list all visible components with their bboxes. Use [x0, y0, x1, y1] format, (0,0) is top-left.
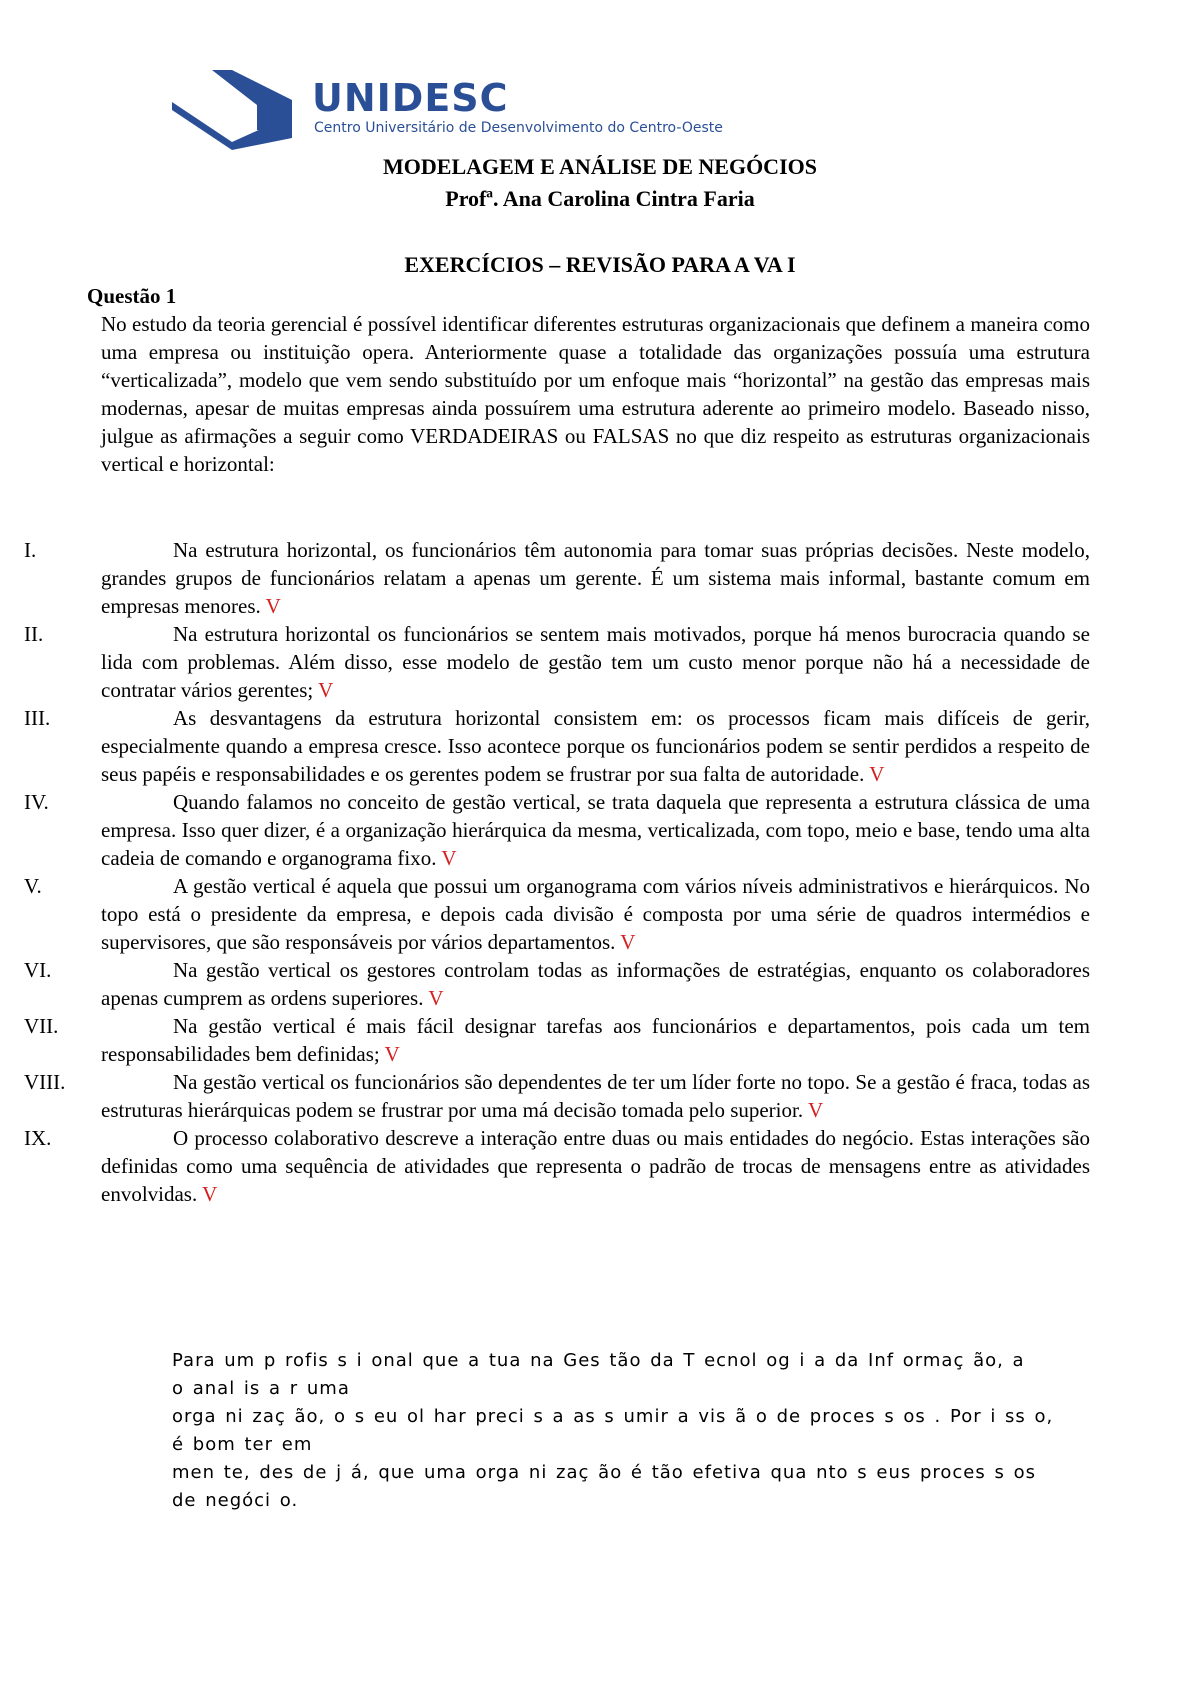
item-text: Na gestão vertical é mais fácil designar tarefas aos funcionários e departamentos, pois cada um tem responsabilidades bem definidas; — [101, 1014, 1090, 1066]
item-number: II. — [24, 622, 44, 646]
closing-line: men te, des de j á, que uma orga ni zaç ão é tão efetiva qua nto s eus proces s os — [172, 1462, 1036, 1483]
item-text: A gestão vertical é aquela que possui um organograma com vários níveis administrativos e hierárquicos. No topo está o presidente da empresa, e depois cada divisão é composta por uma série de quadros intermédios e supervisores, que são responsáveis por vários departamentos. — [101, 874, 1090, 954]
true-false-mark: V — [869, 762, 885, 786]
list-item — [24, 1012, 1090, 1068]
closing-paragraph — [172, 1347, 1054, 1515]
question-intro: No estudo da teoria gerencial é possível identificar diferentes estruturas organizacionais que definem a maneira como uma empresa ou instituição opera. Anteriormente quase a totalidade das organizações possuía uma estrutura “verticalizada”, modelo que vem sendo substituído por um enfoque mais “horizontal” na gestão das empresas mais modernas, apesar de muitas empresas ainda possuírem uma estrutura aderente ao primeiro modelo. Baseado nisso, julgue as afirmações a seguir como VERDADEIRAS ou FALSAS no que diz respeito as estruturas organizacionais vertical e horizontal: — [101, 312, 1090, 476]
closing-line: é bom ter em — [172, 1434, 313, 1455]
question-label: Questão 1 — [87, 284, 177, 308]
list-item — [24, 788, 1090, 872]
true-false-mark: V — [318, 678, 334, 702]
true-false-mark: V — [265, 594, 281, 618]
list-item — [24, 536, 1090, 620]
unidesc-logo-mark-icon — [172, 70, 302, 160]
list-item — [24, 704, 1090, 788]
item-text: Na estrutura horizontal, os funcionários têm autonomia para tomar suas próprias decisões. Neste modelo, grandes grupos de funcionários relatam a apenas um gerente. É um sistema mais informal, bastante comum em empresas menores. — [101, 538, 1090, 618]
true-false-mark: V — [202, 1182, 218, 1206]
item-text: Na gestão vertical os funcionários são dependentes de ter um líder forte no topo. Se a gestão é fraca, todas as estruturas hierárquicas podem se frustrar por uma má decisão tomada pelo superior. — [101, 1070, 1090, 1122]
list-item — [24, 620, 1090, 704]
item-text: Na estrutura horizontal os funcionários se sentem mais motivados, porque há menos burocracia quando se lida com problemas. Além disso, esse modelo de gestão tem um custo menor porque não há a necessidade de contratar vários gerentes; — [101, 622, 1090, 702]
course-title: MODELAGEM E ANÁLISE DE NEGÓCIOS — [383, 154, 817, 179]
true-false-mark: V — [428, 986, 444, 1010]
statement-list — [24, 536, 1090, 1208]
true-false-mark: V — [384, 1042, 400, 1066]
item-text: O processo colaborativo descreve a interação entre duas ou mais entidades do negócio. Estas interações são definidas como uma sequência de atividades que representa o padrão de trocas de mensagens entre as atividades envolvidas. — [101, 1126, 1090, 1206]
logo-name: UNIDESC — [312, 76, 509, 120]
list-item — [24, 872, 1090, 956]
item-number: VI. — [24, 958, 52, 982]
item-number: III. — [24, 706, 51, 730]
item-number: VIII. — [24, 1070, 66, 1094]
unidesc-logo — [172, 70, 732, 160]
professor-name: Profª. Ana Carolina Cintra Faria — [445, 186, 755, 211]
item-number: V. — [24, 874, 42, 898]
list-item — [24, 956, 1090, 1012]
true-false-mark: V — [441, 846, 457, 870]
item-text: Na gestão vertical os gestores controlam todas as informações de estratégias, enquanto os colaboradores apenas cumprem as ordens superiores. — [101, 958, 1090, 1010]
closing-line: de negóci o. — [172, 1490, 299, 1511]
closing-line: orga ni zaç ão, o s eu ol har preci s a as s umir a vis ã o de proces s os . Por i ss o, — [172, 1406, 1054, 1427]
list-item — [24, 1068, 1090, 1124]
list-item — [24, 1124, 1090, 1208]
item-number: IV. — [24, 790, 49, 814]
true-false-mark: V — [620, 930, 636, 954]
closing-line: o anal is a r uma — [172, 1378, 350, 1399]
item-number: IX. — [24, 1126, 52, 1150]
logo-subtitle: Centro Universitário de Desenvolvimento do Centro-Oeste — [314, 120, 723, 136]
closing-line: Para um p rofis s i onal que a tua na Ges tão da T ecnol og i a da Inf ormaç ão, a — [172, 1350, 1025, 1371]
item-number: VII. — [24, 1014, 59, 1038]
item-text: As desvantagens da estrutura horizontal consistem em: os processos ficam mais difíceis de gerir, especialmente quando a empresa cresce. Isso acontece porque os funcionários podem se sentir perdidos a respeito de seus papéis e responsabilidades e os gerentes podem se frustrar por sua falta de autoridade. — [101, 706, 1090, 786]
true-false-mark: V — [807, 1098, 824, 1122]
item-number: I. — [24, 538, 37, 562]
item-text: Quando falamos no conceito de gestão vertical, se trata daquela que representa a estrutura clássica de uma empresa. Isso quer dizer, é a organização hierárquica da mesma, verticalizada, com topo, meio e base, tendo uma alta cadeia de comando e organograma fixo. — [101, 790, 1090, 870]
exercise-title: EXERCÍCIOS – REVISÃO PARA A VA I — [404, 252, 796, 277]
